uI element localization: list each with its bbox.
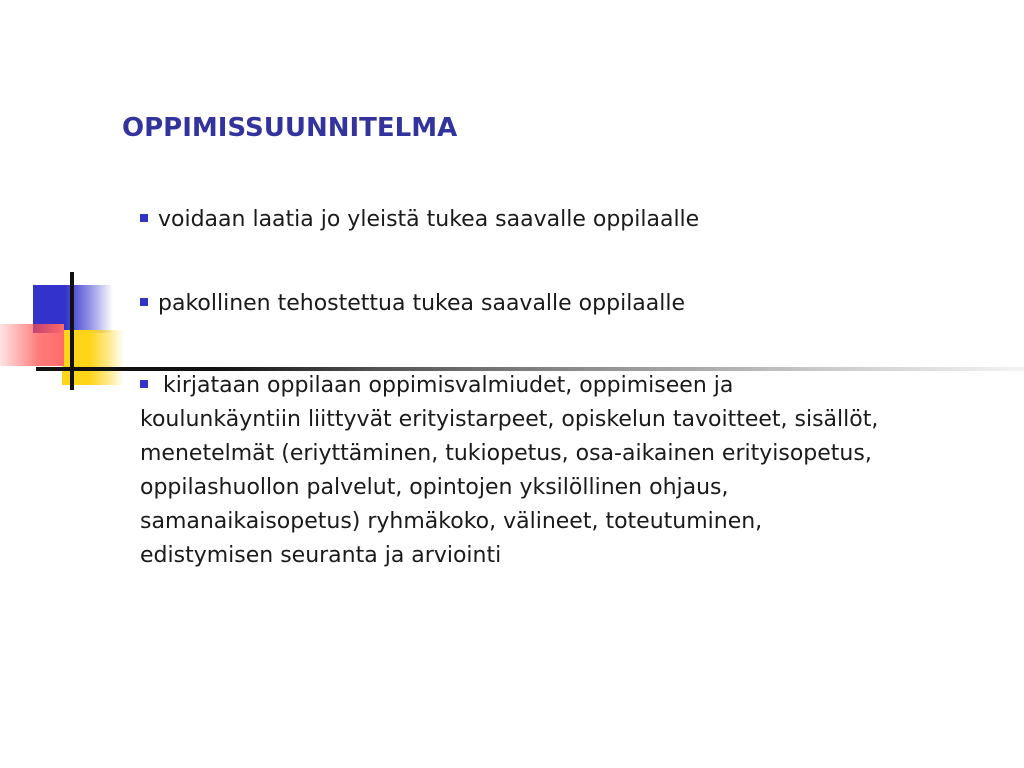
decor-red-square (0, 324, 64, 366)
bullet-text: pakollinen tehostettua tukea saavalle oppilaalle (158, 291, 686, 316)
square-bullet-icon (140, 214, 148, 222)
bullet-item-1 (140, 203, 699, 237)
slide-title: OPPIMISSUUNNITELMA (122, 113, 458, 143)
bullet-item-3 (140, 369, 880, 573)
bullet-text: kirjataan oppilaan oppimisvalmiudet, oppimiseen ja koulunkäyntiin liittyvät erityistarpeet, opiskelun tavoitteet, sisällöt, menetelmät (eriyttäminen, tukiopetus, osa-aikainen erityisopetus, oppilashuollon palvelut, opintojen yksilöllinen ohjaus, samanaikaisopetus) ryhmäkoko, välineet, toteutuminen, edistymisen seuranta ja arviointi (140, 373, 879, 568)
decor-vertical-line (70, 272, 74, 390)
square-bullet-icon (140, 298, 148, 306)
bullet-text: voidaan laatia jo yleistä tukea saavalle oppilaalle (158, 207, 700, 232)
bullet-item-2 (140, 287, 685, 321)
square-bullet-icon (140, 380, 148, 388)
